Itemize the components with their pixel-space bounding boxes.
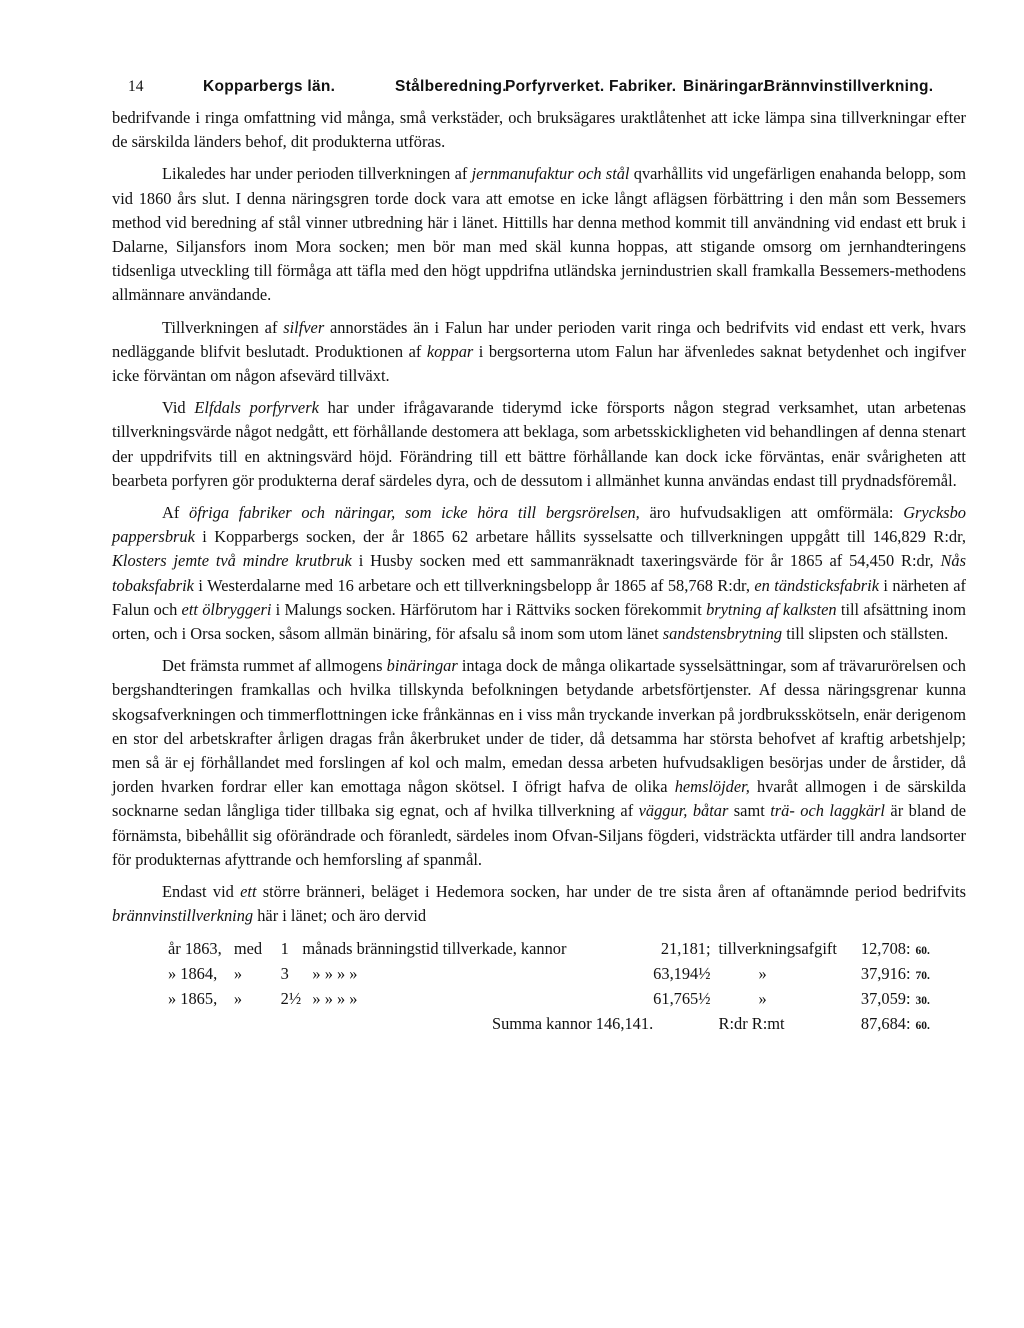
header-topic-porfyrverket: Porfyrverket. <box>505 78 605 95</box>
page-number: 14 <box>128 78 144 95</box>
paragraph-6: Det främsta rummet af allmogens binäringar intaga dock de många olikartade sysselsättningar, som af trävarurörelsen och bergshandteringen framkallas och hvilka tillskynda befolkningen betydande arbetsförtjenster. Af dessa näringsgrenar kunna skogsafverkningen och timmerflottningen icke frånkännas en i viss mån tryckande inverkan på jordbruksskötseln, enär derigenom en stor del arbetskrafter årligen dragas från åkerbruket under de tider, då detsamma har största behofvet af kraftig arbetshjelp; men så är ej förhållandet med forslingen af kol och malm, emedan dessa arbeten hufvudsakligen besörjas under de årstider, då jorden hvarken fordrar eller kan emottaga någon skötsel. I öfrigt hafva de olika hemslöjder, hvaråt allmogen i de särskilda socknarne sedan långliga tider tillbaka sig egnat, och af hvilka tillverkning af väggur, båtar samt trä- och laggkärl är bland de förnämsta, bibehållit sig oförändrade och föranledt, särdeles inom Ofvan-Siljans fögderi, vidsträckta utfärder till andra landsorter för produkternas afyttrande och hemforsling af spanmål. <box>112 656 967 869</box>
paragraph-1: bedrifvande i ringa omfattning vid många, små verkstäder, och bruksägares uraktlåtenhet att icke lämpa sina tillverkningar efter de särskilda länders behof, dit produkterna utföras. <box>112 108 966 152</box>
table-row: år 1863, med 1 månads bränningstid tillverkade, kannor 21,181; tillverkningsafgift 12,708: 60. <box>168 938 930 958</box>
table-row: » 1865, » 2½ » » » » 61,765½ » 37,059: 30. <box>168 988 930 1008</box>
header-section: Kopparbergs län. <box>203 78 336 95</box>
paragraph-7: Endast vid ett större bränneri, beläget i Hedemora socken, har under de tre sista åren af oftanämnde period bedrifvits brännvinstillverkning här i länet; och äro dervid <box>112 882 966 926</box>
body-text <box>112 106 966 929</box>
table-sum-row: Summa kannor 146,141. R:dr R:mt 87,684: 60. <box>492 1013 930 1033</box>
running-header <box>112 78 966 106</box>
header-topic-stalberedning: Stålberedning. <box>395 78 507 95</box>
header-topic-binaringar: Binäringar. <box>683 78 768 95</box>
document-page <box>112 78 966 1039</box>
paragraph-5: Af öfriga fabriker och näringar, som icke höra till bergsrörelsen, äro hufvudsakligen att omförmäla: Grycksbo pappersbruk i Kopparbergs socken, der år 1865 62 arbetare hållits sysselsatte och tillverkningen uppgått till 146,829 R:dr, Klosters jemte två mindre krutbruk i Husby socken med ett sammanräknadt taxeringsvärde för år 1865 af 54,450 R:dr, Nås tobaksfabrik i Westerdalarne med 16 arbetare och ett tillverkningsbelopp år 1865 af 58,768 R:dr, en tändsticksfabrik i närheten af Falun och ett ölbryggeri i Malungs socken. Härförutom har i Rättviks socken förekommit brytning af kalksten till afsättning inom orten, och i Orsa socken, såsom allmän binäring, för afsalu så inom som utom länet sandstensbrytning till slipsten och ställsten. <box>112 503 966 644</box>
table-row: » 1864, » 3 » » » » 63,194½ » 37,916: 70. <box>168 963 930 983</box>
brannvin-production-table <box>168 939 930 1039</box>
header-topic-fabriker: Fabriker. <box>609 78 677 95</box>
paragraph-2: Likaledes har under perioden tillverkningen af jernmanufaktur och stål qvarhållits vid ungefärligen enahanda belopp, som vid 1860 års slut. I denna näringsgren torde dock vara att emotse en icke långt aflägsen förbättring i den mån som Bessemers method vid beredning af stål vinner utbredning här i länet. Hittills har denna method kommit till användning vid endast ett bruk i Dalarne, Siljansfors inom Mora socken; men bör man med skäl kunna hoppas, att stigande omsorg om jernhandteringens tidsenliga utveckling till förmåga att täfla med den högt uppdrifna utländska jernindustrien skall framkalla Bessemers-methodens allmännare användande. <box>112 164 966 305</box>
paragraph-4: Vid Elfdals porfyrverk har under ifrågavarande tiderymd icke försports någon stegrad verksamhet, utan arbetenas tillverkningsvärde något nedgått, ett förhållande destomera att beklaga, som arbetsskickligheten vid behandlingen af denna stenart der uppdrifvits till en aktningsvärd höjd. Förändring till ett bättre förhållande kan dock icke förväntas, enär svårigheten att bearbeta porfyren gör produkterna deraf särdeles dyra, och de dessutom i allmänhet kunna användas endast till prydnadsföremål. <box>112 398 966 490</box>
header-topic-brannvin: Brännvinstillverkning. <box>764 78 934 95</box>
paragraph-3: Tillverkningen af silfver annorstädes än i Falun har under perioden varit ringa och bedrifvits vid endast ett verk, hvars nedläggande blifvit beslutadt. Produktionen af koppar i bergsorterna utom Falun har äfvenledes saknat betydenhet och ingifver icke förväntan om någon afsevärd tillväxt. <box>112 317 966 386</box>
